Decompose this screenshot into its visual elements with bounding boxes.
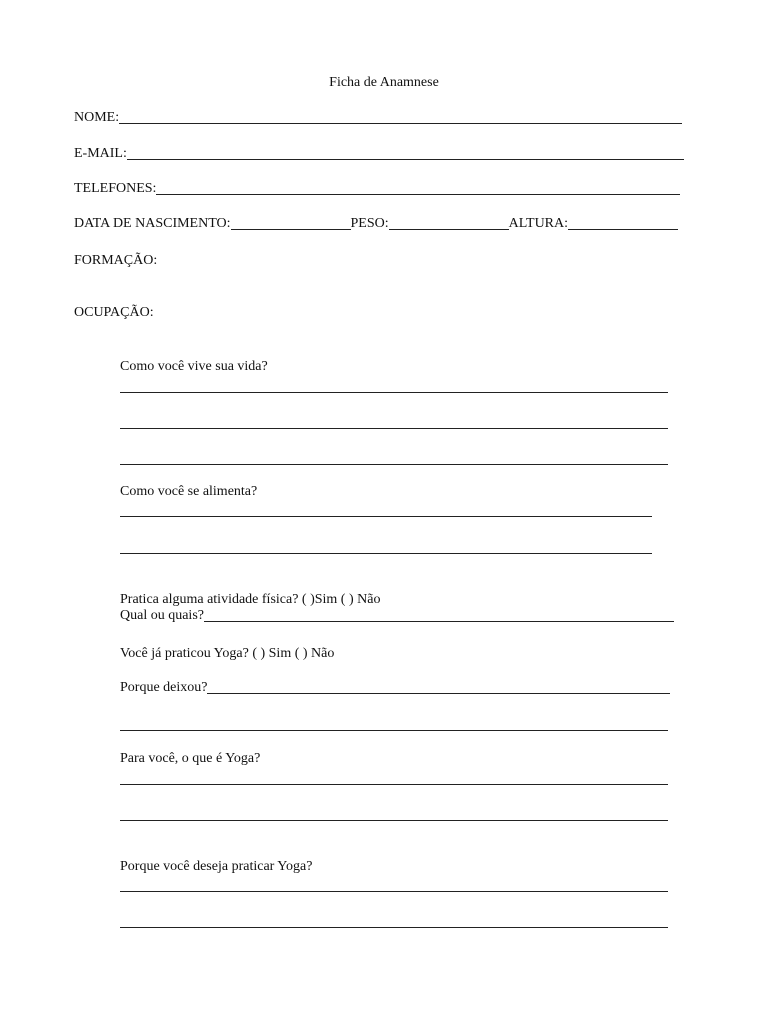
formacao-label: FORMAÇÃO: <box>74 253 158 268</box>
answer-line-vida-2[interactable] <box>120 428 668 429</box>
deixou-line[interactable] <box>207 681 670 694</box>
qual-label: Qual ou quais? <box>120 608 204 623</box>
altura-line[interactable] <box>568 217 678 230</box>
telefones-line[interactable] <box>156 182 680 195</box>
telefones-label: TELEFONES: <box>74 181 157 196</box>
question-vida: Como você vive sua vida? <box>120 359 268 374</box>
answer-line-vida-3[interactable] <box>120 464 668 465</box>
email-line[interactable] <box>127 147 684 160</box>
answer-line-alimenta-1[interactable] <box>120 516 652 517</box>
answer-line-deixou-2[interactable] <box>120 730 668 731</box>
email-field[interactable] <box>74 146 684 162</box>
nome-label: NOME: <box>74 110 120 125</box>
peso-line[interactable] <box>389 217 509 230</box>
ocupacao-label: OCUPAÇÃO: <box>74 305 154 320</box>
answer-line-oque-1[interactable] <box>120 784 668 785</box>
deixou-label: Porque deixou? <box>120 680 208 695</box>
question-oque: Para você, o que é Yoga? <box>120 751 261 766</box>
page-title: Ficha de Anamnese <box>329 75 439 90</box>
answer-line-vida-1[interactable] <box>120 392 668 393</box>
answer-line-deseja-1[interactable] <box>120 891 668 892</box>
birth-weight-height-row <box>74 216 678 232</box>
question-atividade: Pratica alguma atividade física? ( )Sim ( ) Não <box>120 592 381 607</box>
qual-line[interactable] <box>204 609 674 622</box>
altura-label: ALTURA: <box>508 216 569 231</box>
question-deseja: Porque você deseja praticar Yoga? <box>120 859 313 874</box>
answer-line-alimenta-2[interactable] <box>120 553 652 554</box>
data-nascimento-label: DATA DE NASCIMENTO: <box>74 216 231 231</box>
question-alimenta: Como você se alimenta? <box>120 484 258 499</box>
peso-label: PESO: <box>350 216 389 231</box>
telefones-field[interactable] <box>74 181 680 197</box>
qual-field[interactable] <box>120 608 674 624</box>
answer-line-deseja-2[interactable] <box>120 927 668 928</box>
answer-line-oque-2[interactable] <box>120 820 668 821</box>
deixou-field[interactable] <box>120 680 670 696</box>
nome-field[interactable] <box>74 110 682 126</box>
email-label: E-MAIL: <box>74 146 127 161</box>
data-nascimento-line[interactable] <box>231 217 351 230</box>
nome-line[interactable] <box>119 111 682 124</box>
question-yoga: Você já praticou Yoga? ( ) Sim ( ) Não <box>120 646 335 661</box>
